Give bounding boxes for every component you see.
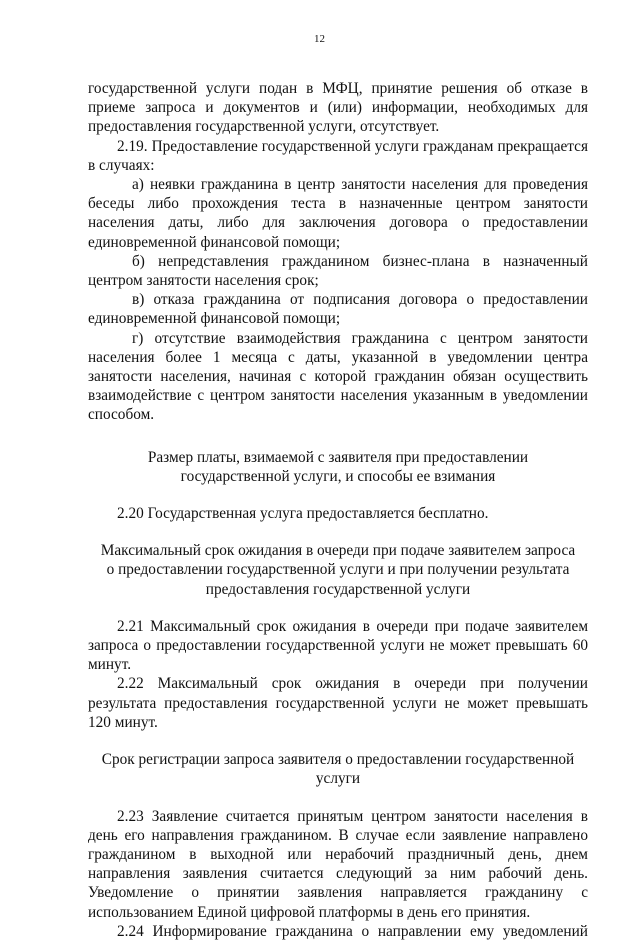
paragraph-2-20: 2.20 Государственная услуга предоставляется бесплатно. [117,505,489,523]
list-item-b: б) непредставления гражданином бизнес-плана в назначенный центром занятости населения срок; [88,252,588,290]
section-heading-registration: Срок регистрации запроса заявителя о предоставлении государственной услуги [101,751,575,788]
list-item-g: г) отсутствие взаимодействия гражданина с центром занятости населения более 1 месяца с даты, указанной в уведомлении центра занятости населения, начиная с которой гражданин обязан осуществить взаимодействие с центром занятости населения указанным в уведомлении способом. [88,329,588,424]
document-body [88,79,588,941]
paragraph-2-22: 2.22 Максимальный срок ожидания в очереди при получении результата предоставления государственной услуги не может превышать 120 минут. [88,675,588,731]
section-heading-fee: Размер платы, взимаемой с заявителя при предоставлении государственной услуги, и способы ее взимания [147,448,529,485]
list-item-v: в) отказа гражданина от подписания договора о предоставлении единовременной финансовой помощи; [88,291,588,328]
list-item-a: а) неявки гражданина в центр занятости населения для проведения беседы либо прохождения теста в назначенные центром занятости населения даты, либо для заключения договора о предоставлении единовременной финансовой помощи; [88,176,588,251]
page-number: 12 [314,33,325,45]
paragraph-2-19: 2.19. Предоставление государственной услуги гражданам прекращается в случаях: [88,137,588,174]
section-heading-queue-time: Максимальный срок ожидания в очереди при подаче заявителем запроса о предоставлении государственной услуги и при получении результата предоставления государственной услуги [100,542,576,598]
paragraph-2-23: 2.23 Заявление считается принятым центром занятости населения в день его направления гражданином. В случае если заявление направлено гражданином в выходной или нерабочий праздничный день, днем направления заявления считается следующий за ним рабочий день. Уведомление о принятии заявления направляется гражданину с использованием Единой цифровой платформы в день его принятия. [88,807,588,921]
paragraph-2-24: 2.24 Информирование гражданина о направлении ему уведомлений [117,922,588,940]
paragraph-2-21: 2.21 Максимальный срок ожидания в очереди при подаче заявителем запроса о предоставлении государственной услуги не может превышать 60 минут. [88,617,588,674]
paragraph-continuation: государственной услуги подан в МФЦ, принятие решения об отказе в приеме запроса и документов и (или) информации, необходимых для предоставления государственной услуги, отсутствует. [88,80,588,136]
